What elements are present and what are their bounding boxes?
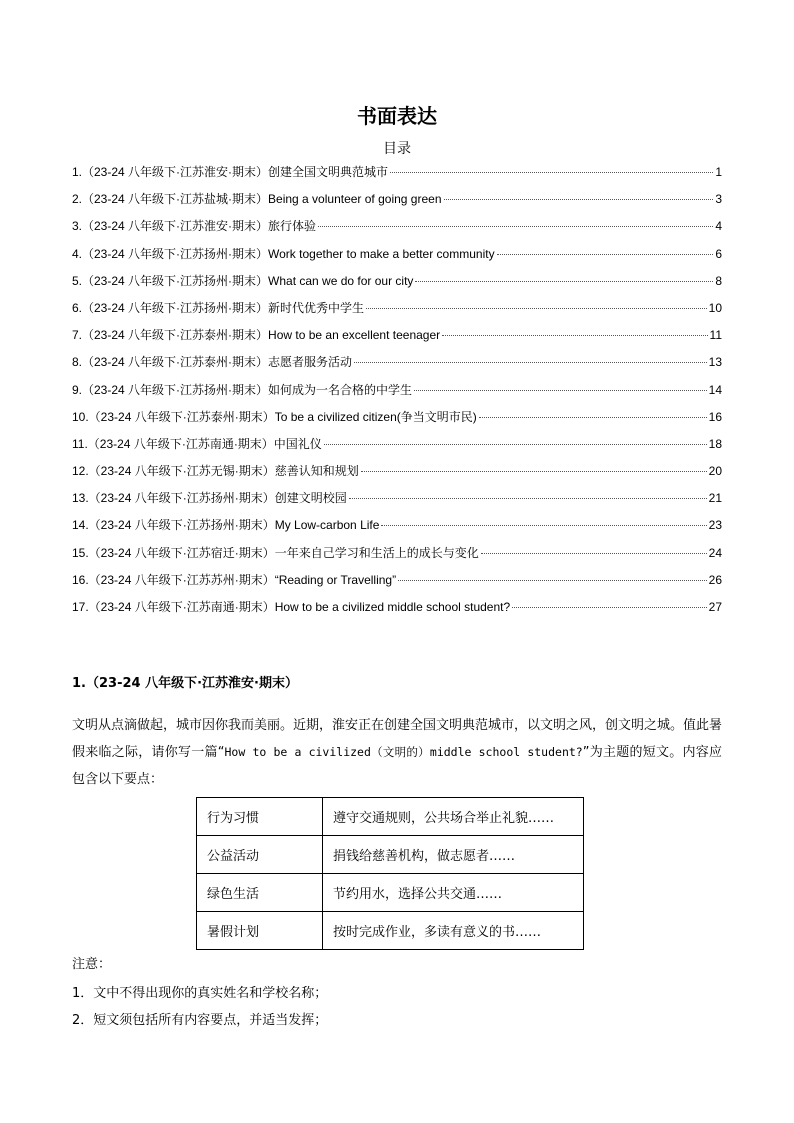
toc-page-number: 4 bbox=[715, 219, 722, 234]
leader-dots bbox=[497, 254, 714, 255]
page-title: 书面表达 bbox=[357, 104, 437, 128]
leader-dots bbox=[479, 417, 707, 418]
toc-entry: 17.（23-24 八年级下·江苏南通·期末）How to be a civilized middle school student? bbox=[72, 600, 511, 614]
toc-page-number: 1 bbox=[715, 165, 722, 179]
leader-dots bbox=[318, 226, 713, 227]
note-item: 1．文中不得出现你的真实姓名和学校名称； bbox=[72, 986, 328, 1001]
toc-entry: 16.（23-24 八年级下·江苏苏州·期末）“Reading or Travelling” bbox=[72, 572, 397, 587]
table-row bbox=[197, 798, 584, 836]
leader-dots bbox=[512, 607, 706, 608]
table-cell-key: 暑假计划 bbox=[197, 912, 323, 950]
leader-dots bbox=[414, 390, 707, 391]
toc-entry: 10.（23-24 八年级下·江苏泰州·期末）To be a civilized citizen(争当文明市民) bbox=[72, 409, 477, 424]
prompt-text-a: 文明从点滴做起，城市因你我而美丽。近期，淮安正在创建全国文明典范城市，以文明之风，创文明之城。值此暑假来临之际，请你写一篇“ bbox=[72, 718, 723, 760]
toc-entry: 13.（23-24 八年级下·江苏扬州·期末）创建文明校园 bbox=[72, 491, 347, 506]
toc-item[interactable] bbox=[72, 326, 722, 353]
toc-item[interactable] bbox=[72, 435, 722, 462]
leader-dots bbox=[444, 199, 714, 200]
toc-item[interactable] bbox=[72, 353, 722, 380]
toc-entry: 15.（23-24 八年级下·江苏宿迁·期末）一年来自己学习和生活上的成长与变化 bbox=[72, 545, 479, 560]
leader-dots bbox=[390, 172, 713, 173]
leader-dots bbox=[398, 580, 707, 581]
table-cell-value: 按时完成作业，多读有意义的书…… bbox=[323, 912, 584, 950]
toc-entry: 4.（23-24 八年级下·江苏扬州·期末）Work together to make a better community bbox=[72, 246, 495, 261]
toc-entry: 9.（23-24 八年级下·江苏扬州·期末）如何成为一名合格的中学生 bbox=[72, 382, 413, 397]
leader-dots bbox=[349, 498, 707, 499]
toc-entry: 8.（23-24 八年级下·江苏泰州·期末）志愿者服务活动 bbox=[72, 355, 353, 370]
section-heading: 1.（23-24 八年级下·江苏淮安·期末） bbox=[72, 676, 298, 691]
leader-dots bbox=[442, 335, 707, 336]
table-row bbox=[197, 912, 584, 950]
toc-item[interactable] bbox=[72, 598, 722, 625]
table-cell-value: 捐钱给慈善机构，做志愿者…… bbox=[323, 836, 584, 874]
table-cell-key: 公益活动 bbox=[197, 836, 323, 874]
toc-entry: 12.（23-24 八年级下·江苏无锡·期末）慈善认知和规划 bbox=[72, 464, 359, 479]
table-cell-value: 遵守交通规则，公共场合举止礼貌…… bbox=[323, 798, 584, 836]
toc-entry: 1.（23-24 八年级下·江苏淮安·期末）创建全国文明典范城市 bbox=[72, 165, 389, 179]
note-item: 2．短文须包括所有内容要点，并适当发挥； bbox=[72, 1013, 328, 1028]
prompt-paragraph bbox=[72, 712, 722, 793]
table-cell-value: 节约用水，选择公共交通…… bbox=[323, 874, 584, 912]
leader-dots bbox=[481, 553, 707, 554]
toc-entry: 6.（23-24 八年级下·江苏扬州·期末）新时代优秀中学生 bbox=[72, 300, 365, 315]
prompt-text-b: ”为主题的短文。内容应包含以下要点： bbox=[72, 745, 722, 787]
toc-item[interactable] bbox=[72, 571, 722, 598]
toc-page-number: 24 bbox=[708, 545, 722, 560]
toc-entry: 11.（23-24 八年级下·江苏南通·期末）中国礼仪 bbox=[72, 436, 322, 451]
toc-page-number: 23 bbox=[708, 518, 722, 533]
toc-page-number: 20 bbox=[708, 464, 722, 479]
leader-dots bbox=[415, 281, 713, 282]
table-cell-key: 绿色生活 bbox=[197, 874, 323, 912]
leader-dots bbox=[381, 525, 706, 526]
toc-item[interactable] bbox=[72, 190, 722, 217]
table-row bbox=[197, 874, 584, 912]
toc-entry: 5.（23-24 八年级下·江苏扬州·期末）What can we do for our city bbox=[72, 273, 414, 288]
toc-item[interactable] bbox=[72, 462, 722, 489]
toc-page-number: 14 bbox=[708, 382, 722, 397]
toc-entry: 2.（23-24 八年级下·江苏盐城·期末）Being a volunteer of going green bbox=[72, 192, 442, 207]
toc-item[interactable] bbox=[72, 217, 722, 244]
toc-item[interactable] bbox=[72, 245, 722, 272]
toc-entry: 14.（23-24 八年级下·江苏扬州·期末）My Low-carbon Life bbox=[72, 518, 380, 533]
note-title: 注意： bbox=[72, 957, 112, 972]
table-of-contents bbox=[72, 163, 722, 625]
toc-item[interactable] bbox=[72, 163, 722, 190]
toc-entry: 7.（23-24 八年级下·江苏泰州·期末）How to be an excellent teenager bbox=[72, 328, 441, 343]
toc-item[interactable] bbox=[72, 408, 722, 435]
leader-dots bbox=[354, 362, 707, 363]
toc-page-number: 27 bbox=[708, 600, 722, 614]
toc-item[interactable] bbox=[72, 272, 722, 299]
toc-page-number: 11 bbox=[709, 328, 722, 343]
toc-entry: 3.（23-24 八年级下·江苏淮安·期末）旅行体验 bbox=[72, 219, 317, 234]
table-cell-key: 行为习惯 bbox=[197, 798, 323, 836]
toc-page-number: 6 bbox=[715, 246, 722, 261]
requirements-table bbox=[196, 797, 584, 950]
toc-page-number: 18 bbox=[708, 436, 722, 451]
toc-item[interactable] bbox=[72, 299, 722, 326]
toc-page-number: 13 bbox=[708, 355, 722, 370]
toc-item[interactable] bbox=[72, 489, 722, 516]
leader-dots bbox=[366, 308, 707, 309]
table-row bbox=[197, 836, 584, 874]
toc-page-number: 10 bbox=[708, 300, 722, 315]
toc-item[interactable] bbox=[72, 381, 722, 408]
toc-item[interactable] bbox=[72, 544, 722, 571]
toc-page-number: 16 bbox=[708, 409, 722, 424]
toc-item[interactable] bbox=[72, 516, 722, 543]
toc-page-number: 26 bbox=[708, 572, 722, 587]
toc-page-number: 3 bbox=[715, 192, 722, 207]
toc-title: 目录 bbox=[383, 141, 411, 157]
leader-dots bbox=[361, 471, 707, 472]
toc-page-number: 21 bbox=[708, 491, 722, 506]
toc-page-number: 8 bbox=[715, 273, 722, 288]
leader-dots bbox=[324, 444, 707, 445]
prompt-topic-english: How to be a civilized（文明的）middle school student? bbox=[224, 745, 583, 759]
